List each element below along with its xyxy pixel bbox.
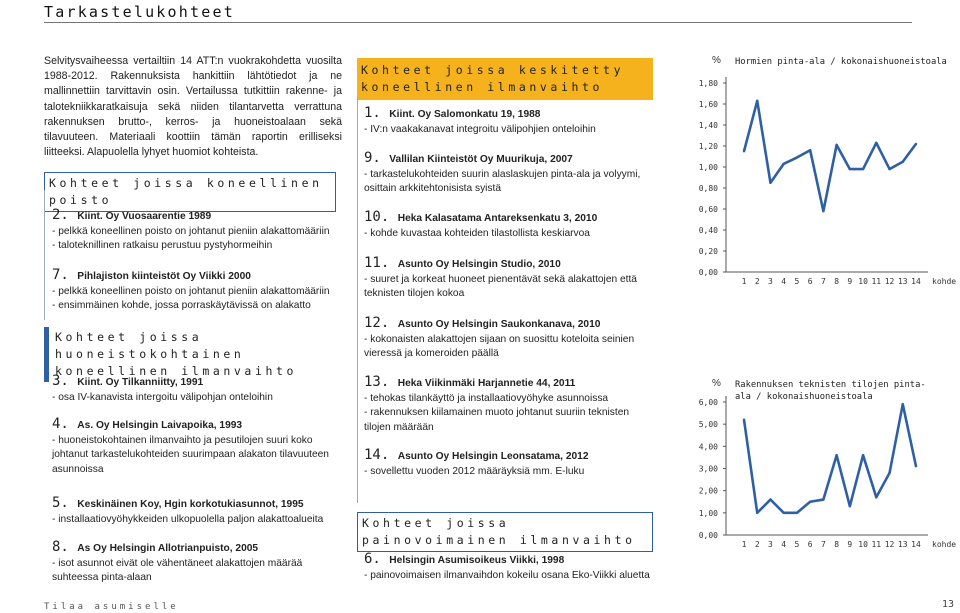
section-heading-apartment-ventilation: Kohteet joissa huoneistokohtainen koneellinen ilmanvaihto [44,327,338,382]
x-tick-label: 13 [897,277,908,286]
item-title: Heka Kalasatama Antareksenkatu 3, 2010 [397,213,598,224]
item-12 [364,316,654,362]
item-title: Asunto Oy Helsingin Leonsatama, 2012 [397,451,589,462]
item-13 [364,375,654,435]
top-divider [44,22,912,23]
x-tick-label: 2 [754,540,760,549]
y-tick-label: 5,00 [698,420,718,430]
x-tick-label: 12 [884,540,895,549]
y-tick-label: 1,00 [698,163,718,172]
item-title: Asunto Oy Helsingin Studio, 2010 [397,259,561,270]
y-tick-label: 0,60 [698,205,718,214]
data-point [769,498,771,500]
item-10 [364,210,654,241]
x-tick-label: 10 [858,540,868,549]
item-number: 3. [52,373,78,389]
item-3 [52,374,348,405]
data-point [756,512,758,514]
x-tick-label: 11 [871,540,882,549]
x-tick-label: 14 [911,277,921,286]
y-tick-label: 0,20 [698,247,718,256]
item-number: 9. [364,150,390,166]
page-number: 13 [942,599,955,610]
item-number: 13. [364,374,398,390]
chart1-title: Hormien pinta-ala / kokonaishuoneistoala [735,57,947,67]
y-tick-label: 4,00 [698,442,718,452]
item-description: - installaatiovyöhykkeiden ulkopuolella paljon alakattoalueita [52,513,324,525]
chart2-title: Rakennuksen teknisten tilojen pinta-ala / kokonaishuoneistoala [735,380,926,402]
item-description: - tehokas tilankäyttö ja installaatiovyöhyke asunnoissa [364,392,609,404]
item-number: 2. [52,207,78,223]
y-tick-label: 0,00 [698,268,718,277]
data-point [835,144,837,146]
item-number: 12. [364,315,398,331]
item-title: Kiint. Oy Vuosaarentie 1989 [77,211,212,222]
x-axis-label: kohde [932,540,957,549]
data-point [875,496,877,498]
x-tick-label: 3 [768,277,773,286]
data-point [915,465,917,467]
item-2 [52,208,348,254]
x-tick-label: 6 [807,540,813,549]
item-description: - osa IV-kanavista intergoitu välipohjan onteloihin [52,391,273,403]
y-tick-label: 1,60 [698,100,718,109]
page-title: Tarkastelukohteet [44,3,235,21]
item-6 [364,552,654,583]
y-tick-label: 0,00 [698,531,718,540]
y-tick-label: 6,00 [698,398,718,407]
item-title: Heka Viikinmäki Harjannetie 44, 2011 [397,378,576,389]
item-description: - pelkkä koneellinen poisto on johtanut pieniin alakattomääriin [52,225,330,237]
x-tick-label: 6 [807,277,813,286]
x-tick-label: 5 [794,540,800,549]
item-title: As. Oy Helsingin Laivapoika, 1993 [77,420,243,431]
y-tick-label: 1,80 [698,79,718,88]
item-description: - pelkkä koneellinen poisto on johtanut pieniin alakattomääriin [52,285,330,297]
y-tick-label: 1,00 [698,508,718,518]
data-point [902,161,904,163]
data-point [782,163,784,165]
item-number: 4. [52,416,78,432]
data-point [756,100,758,102]
x-tick-label: 10 [858,277,868,286]
x-tick-label: 5 [794,277,800,286]
data-point [743,419,745,421]
item-description: - sovellettu vuoden 2012 määräyksiä mm. E-luku [364,465,585,477]
chart-technical-space-area [660,390,960,560]
x-tick-label: 7 [820,540,826,549]
data-point [796,156,798,158]
y-tick-label: 1,40 [698,121,718,130]
x-tick-label: 8 [834,277,840,286]
data-point [782,512,784,514]
item-description: - suuret ja korkeat huoneet pienentävät sekä alakattojen että teknisten tilojen kokoa [364,273,637,300]
item-title: Keskinäinen Koy, Hgin korkotukiasunnot, 1995 [77,499,304,510]
series-line [744,404,916,513]
x-tick-label: 1 [741,540,747,549]
item-number: 8. [52,539,78,555]
chart1-unit: % [712,55,721,66]
x-tick-label: 11 [871,277,882,286]
item-description: - isot asunnot eivät ole vähentäneet alakattojen määrää suhteessa pinta-alaan [52,557,303,584]
item-11 [364,256,654,302]
y-tick-label: 2,00 [698,486,718,496]
data-point [809,501,811,503]
item-9 [364,151,654,197]
item-title: Pihlajiston kiinteistöt Oy Viikki 2000 [77,271,251,282]
data-point [875,142,877,144]
data-point [809,149,811,151]
item-description: - rakennuksen kiilamainen muoto johtanut suuriin teknisten tilojen määrään [364,407,630,433]
x-axis-label: kohde [932,277,957,286]
item-title: As Oy Helsingin Allotrianpuisto, 2005 [77,543,259,554]
x-tick-label: 3 [768,540,773,549]
data-point [902,403,904,405]
item-number: 11. [364,255,398,271]
chart-flue-area [660,70,960,295]
data-point [862,168,864,170]
item-14 [364,448,654,479]
item-description: - ensimmäinen kohde, jossa porraskäytävissä on alakatto [52,300,311,312]
item-5 [52,496,348,527]
item-title: Vallilan Kiinteistöt Oy Muurikuja, 2007 [389,154,573,165]
item-title: Kiint. Oy Tilkanniitty, 1991 [77,377,204,388]
data-point [769,182,771,184]
chart2-unit: % [712,378,721,389]
item-description: - taloteknillinen ratkaisu perustuu pystyhormeihin [52,240,273,252]
data-point [849,505,851,507]
data-point [888,472,890,474]
item-description: - IV:n vaakakanavat integroitu välipohjien onteloihin [364,123,596,135]
data-point [915,143,917,145]
x-tick-label: 14 [911,540,921,549]
item-description: - tarkastelukohteiden suurin alaslaskujen pinta-ala ja volyymi, osittain arkkitehtonisista syistä [364,168,641,195]
item-1 [364,106,654,137]
item-title: Helsingin Asumisoikeus Viikki, 1998 [389,555,565,566]
item-8 [52,540,348,586]
x-tick-label: 12 [884,277,895,286]
data-point [835,454,837,456]
item-number: 5. [52,495,78,511]
x-tick-label: 2 [754,277,760,286]
item-number: 10. [364,209,398,225]
y-tick-label: 3,00 [698,464,718,474]
item-number: 14. [364,447,398,463]
item-number: 7. [52,267,78,283]
x-tick-label: 1 [741,277,747,286]
x-tick-label: 8 [834,540,840,549]
x-tick-label: 13 [897,540,908,549]
section-heading-central-ventilation: Kohteet joissa keskitetty koneellinen ilmanvaihto [357,58,653,100]
item-description: - kokonaisten alakattojen sijaan on suosittu koteloita seinien vieressä ja komeroiden päällä [364,333,635,360]
item-4 [52,417,348,477]
item-description: - kohde kuvastaa kohteiden tilastollista keskiarvoa [364,227,590,239]
item-7 [52,268,348,314]
data-point [822,210,824,212]
item-title: Kiint. Oy Salomonkatu 19, 1988 [389,109,541,120]
intro-paragraph: Selvitysvaiheessa vertailtiin 14 ATT:n vuokrakohdetta vuosilta 1988-2012. Rakennuksista hankittiin lähtötiedot ja ne mallinnettiin tarvittavin osin. Vertailussa tutkittiin rakenne- ja talotekniikkaratkaisuja sekä niiden tilantarvetta verrattuna rakennuksen brutto-, kerros- ja huoneistoalaan sekä tilavuuteen. Materiaali koottiin tämän raportin erilliseksi liitteeksi. Alapuolella lyhyet huomiot kohteista. [44,55,342,159]
data-point [822,498,824,500]
item-number: 6. [364,551,390,567]
data-point [743,150,745,152]
x-tick-label: 4 [781,540,787,549]
section-heading-mechanical-exhaust: Kohteet joissa koneellinen poisto [44,172,336,212]
section-line [44,190,45,320]
y-tick-label: 0,40 [698,226,718,235]
x-tick-label: 4 [781,277,787,286]
x-tick-label: 9 [847,540,853,549]
item-description: - huoneistokohtainen ilmanvaihto ja pesutilojen suuri koko johtanut tarkastelukohteiden suurimpaan alakaton tilavuuteen asunnoissa [52,434,329,475]
series-line [744,101,916,211]
item-description: - painovoimaisen ilmanvaihdon kokeilu osana Eko-Viikki aluetta [364,569,650,581]
item-title: Asunto Oy Helsingin Saukonkanava, 2010 [397,319,601,330]
y-tick-label: 0,80 [698,184,718,193]
item-number: 1. [364,105,390,121]
section-heading-natural-ventilation: Kohteet joissa painovoimainen ilmanvaihto [357,512,653,552]
data-point [796,512,798,514]
section-line [357,98,358,503]
data-point [862,454,864,456]
x-tick-label: 9 [847,277,853,286]
x-tick-label: 7 [820,277,826,286]
data-point [849,168,851,170]
footer-text: Tilaa asumiselle [44,602,179,612]
data-point [888,168,890,170]
y-tick-label: 1,20 [698,142,718,151]
